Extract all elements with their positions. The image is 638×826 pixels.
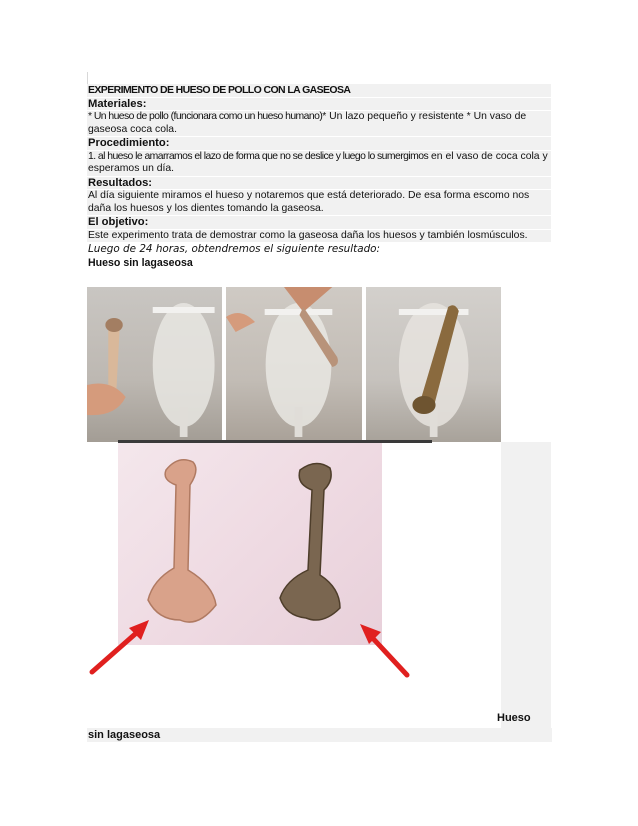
left-arrow-shaft [92,628,142,672]
glass-rim-icon [265,309,333,315]
bone-head-icon [412,396,435,414]
decayed-bone-icon [280,463,340,620]
procedimiento-text-a: 1. al hueso le amarramos el lazo de forma que no se deslice y luego lo sumergimos [88,150,429,162]
procedimiento-text-b: en el vaso de coca cola y esperamos un día. [88,150,548,174]
hand-icon [87,384,126,416]
document-body [87,84,551,270]
arrows-overlay [87,600,417,680]
objetivo-text: Este experimento trata de demostrar como la gaseosa daña los huesos y también losmúsculos. [87,230,551,244]
bone-head-icon [105,318,122,332]
procedimiento-text [87,151,551,177]
hueso-subheading: Hueso sin lagaseosa [87,257,551,271]
resultados-heading: Resultados: [87,177,551,191]
glass-stem-icon [180,407,188,437]
materiales-heading: Materiales: [87,98,551,112]
photo-bone-hand-graphic [87,287,222,442]
photo-bone-soaked-graphic [366,287,501,442]
photo-strip [87,287,501,442]
page-marker [87,72,88,84]
materiales-text-a: * Un hueso de pollo (funcionara como un hueso humano) [88,111,323,122]
photo-bone-in-glass-graphic [226,287,361,442]
finger-icon [226,313,255,332]
fresh-bone-icon [148,460,216,622]
materiales-text [87,111,551,137]
caption-hueso: Hueso [497,712,531,724]
materiales-text-b: * Un lazo pequeño y resistente * Un vaso de gaseosa coca cola. [88,111,527,135]
glass-stem-icon [295,407,303,437]
doc-title: EXPERIMENTO DE HUESO DE POLLO CON LA GASEOSA [87,84,551,98]
glass-rim-icon [153,307,215,313]
objetivo-heading: El objetivo: [87,216,551,230]
procedimiento-heading: Procedimiento: [87,137,551,151]
photo-bone-soaked [366,287,501,442]
photo-divider [118,440,432,443]
resultados-text: Al día siguiente miramos el hueso y notaremos que está deteriorado. De esa forma escomo nos daña los huesos y los dientes tomando la gaseosa. [87,190,551,216]
photo-bone-hand [87,287,222,442]
luego-text: Luego de 24 horas, obtendremos el siguiente resultado: [87,243,551,257]
image-panel-right-column [501,442,551,732]
caption-sin-lagaseosa: sin lagaseosa [87,728,552,742]
photo-bone-in-glass [226,287,361,442]
